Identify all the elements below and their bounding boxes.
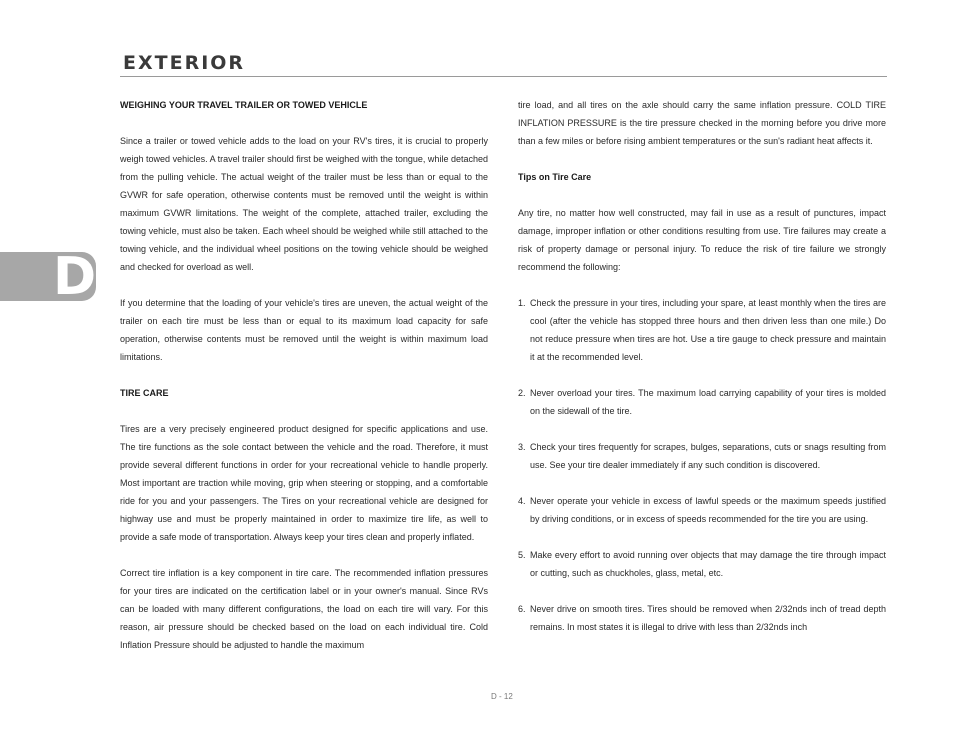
paragraph-tire-care: Tires are a very precisely engineered product designed for specific applications and use. The tire functions as the sole contact between the vehicle and the road. Therefore, it must provide several different functions in order for your recreational vehicle to handle properly. Most important are traction while moving, grip when steering or stopping, and a comfortable ride for you and your passengers. The Tires on your recreational vehicle are designed for highway use and must be properly maintained in order to maximize tire life, as well to provide a safe mode of transportation. Always keep your tires clean and properly inflated. xyxy=(120,424,488,542)
paragraph-tips-intro: Any tire, no matter how well constructed, may fail in use as a result of punctures, impact damage, improper inflation or other conditions resulting from use. Tire failures may create a risk of property damage or personal injury. To reduce the risk of tire failure we strongly recommend the following: xyxy=(518,208,886,272)
list-item xyxy=(518,384,886,420)
paragraph-cold-inflation: tire load, and all tires on the axle should carry the same inflation pressure. COLD TIRE INFLATION PRESSURE is the tire pressure checked in the morning before you drive more than a few miles or before rising ambient temperatures or the sun's radiant heat affects it. xyxy=(518,100,886,146)
list-item xyxy=(518,546,886,582)
heading-tips: Tips on Tire Care xyxy=(518,172,592,182)
heading-tire-care: TIRE CARE xyxy=(120,388,169,398)
list-item xyxy=(518,492,886,528)
list-item-text: Never overload your tires. The maximum load carrying capability of your tires is molded on the sidewall of the tire. xyxy=(530,388,886,416)
paragraph-tire-inflation: Correct tire inflation is a key component in tire care. The recommended inflation pressures for your tires are indicated on the certification label or in your owner's manual. Since RVs can be loaded with many different configurations, the load on each tire will vary. For this reason, air pressure should be checked based on the load on each individual tire. Cold Inflation Pressure should be adjusted to handle the maximum xyxy=(120,568,488,650)
list-item-number: 2. xyxy=(518,388,526,398)
list-item-number: 4. xyxy=(518,496,526,506)
list-item xyxy=(518,438,886,474)
list-item-text: Never drive on smooth tires. Tires should be removed when 2/32nds inch of tread depth remains. In most states it is illegal to drive with less than 2/32nds inch xyxy=(530,604,886,632)
list-item xyxy=(518,600,886,636)
left-column xyxy=(120,96,488,672)
list-item-number: 5. xyxy=(518,550,526,560)
list-item-text: Check the pressure in your tires, including your spare, at least monthly when the tires are cool (after the vehicle has stopped three hours and then driven less than one mile.) Do not reduce pressure when tires are hot. Use a tire gauge to check pressure and maintain it at the recommended level. xyxy=(530,298,886,362)
heading-weighing: WEIGHING YOUR TRAVEL TRAILER OR TOWED VEHICLE xyxy=(120,100,368,110)
paragraph-uneven-loading: If you determine that the loading of your vehicle's tires are uneven, the actual weight of the trailer on each tire must be less than or equal to its maximum load capacity for safe operation, otherwise contents must be removed until the weight is within maximum load limitations. xyxy=(120,298,488,362)
list-item-number: 3. xyxy=(518,442,526,452)
page-number: D - 12 xyxy=(491,692,513,701)
list-item-number: 6. xyxy=(518,604,526,614)
chapter-tab-letter: D xyxy=(53,247,97,307)
tips-list xyxy=(518,294,886,636)
list-item xyxy=(518,294,886,366)
right-column xyxy=(518,96,886,636)
list-item-number: 1. xyxy=(518,298,526,308)
title-divider xyxy=(120,76,887,77)
list-item-text: Never operate your vehicle in excess of lawful speeds or the maximum speeds justified by driving conditions, or in excess of speeds recommended for the tire you are using. xyxy=(530,496,886,524)
list-item-text: Make every effort to avoid running over objects that may damage the tire through impact or cutting, such as chuckholes, glass, metal, etc. xyxy=(530,550,886,578)
list-item-text: Check your tires frequently for scrapes, bulges, separations, cuts or snags resulting from use. See your tire dealer immediately if any such condition is discovered. xyxy=(530,442,886,470)
paragraph-weighing: Since a trailer or towed vehicle adds to the load on your RV's tires, it is crucial to properly weigh towed vehicles. A travel trailer should first be weighed with the tongue, while detached from the pulling vehicle. The actual weight of the trailer must be less than or equal to the GVWR for safe operation, otherwise contents must be removed until the weight is within maximum GVWR limitations. The weight of the complete, attached trailer, excluding the towing vehicle, must also be taken. Each wheel should be weighed while still attached to the towing vehicle, and the individual wheel positions on the towing vehicle should be weighed and checked for overload as well. xyxy=(120,136,488,272)
section-title: EXTERIOR xyxy=(123,52,246,74)
